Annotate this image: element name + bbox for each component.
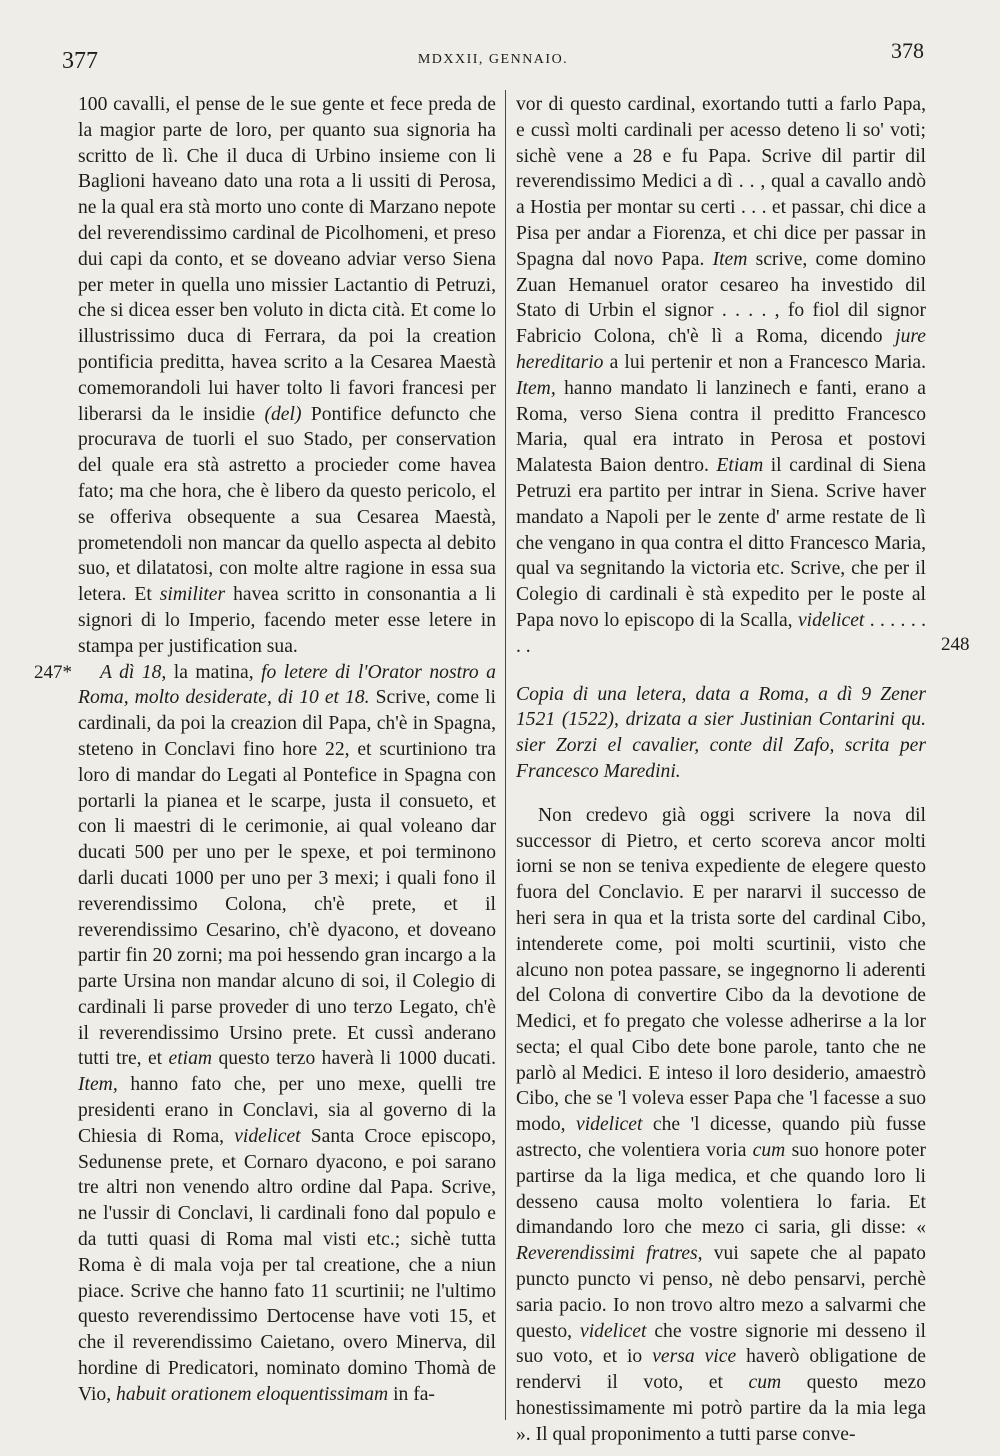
- text-run: haverò obligatione de rendervi il voto, et: [516, 1346, 926, 1394]
- letter-heading: Copia di una letera, data a Roma, a dì 9 Zener 1521 (1522), drizata a sier Justinian Contarini qu. sier Zorzi el cavalier, conte dil Zafo, scrita per Francesco Maredini.: [516, 683, 926, 782]
- text-run: suo honore poter partirse da la liga medica, et che quando loro li desseno causa molto volentiera lo faria. Et dimandando loro che mezo ci saria, gli disse: «: [516, 1140, 926, 1239]
- left-paragraph-2: [78, 660, 496, 1408]
- text-run: questo terzo haverà li 1000 ducati.: [218, 1048, 496, 1070]
- italic-run: fo letere di l'Orator nostro a Roma, molto desiderate, di 10 et 18.: [78, 661, 496, 709]
- text-run: 100 cavalli, el pense de le sue gente et fece preda de la magior parte de loro, per quanto sua signoria ha scritto de lì. Che il duca di Urbino insieme con li Baglioni haveano dato una rota a li ussiti di Perosa, ne la qual era stà morto uno conte di Marzano nepote del reverendissimo cardinal de Picolhomeni, et preso dui capi da conto, et se doveano adviar verso Siena per meter in quella uno missier Lactantio di Petruzi, che si dicea esser ben voluto in dicta cità. Et come lo illustrissimo duca di Ferrara, da poi la creation pontificia preditta, havea scrito a la Cesarea Maestà comemorandoli lui haver tolto li favori francesi per liberarsi da le insidie: [78, 94, 496, 425]
- text-run: a lui pertenir et non a Francesco Maria.: [609, 351, 926, 373]
- page-header: [62, 38, 924, 78]
- left-column: [78, 92, 496, 1408]
- text-run: che 'l dicesse, quando più fusse astrecto, che volentiera voria: [516, 1114, 926, 1162]
- italic-run: videlicet: [797, 609, 865, 631]
- right-column: [516, 92, 926, 1448]
- italic-run: etiam: [168, 1048, 213, 1070]
- text-run: il cardinal di Siena Petruzi era partito per intrar in Siena. Scrive haver mandato a Napoli per le zente d' arme restate de lì che vengano in qua contra el ditto Francesco Maria, qual va segnitando la victoria etc. Scrive, che per il Colegio di cardinali è stà expedito per le poste al Papa novo lo episcopo di la Scalla,: [516, 455, 926, 631]
- text-run: Scrive, come li cardinali, da poi la creazion dil Papa, ch'è in Spagna, steteno in Conclavi fino hore 22, et scurtiniono tra loro di mandar do Legati al Pontefice in Spagna con portarli la pianea et le scarpe, justa il consueto, et con li maestri di le cerimonie, ai qual voleano dar ducati 500 per uno per le spexe, et poi terminono darli ducati 1000 per uno per 3 mexi; i quali fono il reverendissimo Colona, ch'è prete, et il reverendissimo Cesarino, ch'è dyacono, et doveano partir fin 20 zorni; ma poi hessendo gran incargo a la parte Ursina non mandar alcuno di soi, il Colegio di cardinali li parse proveder di uno terzo Legato, ch'è il reverendissimo Ursino prete. Et cussì anderano tutti tre, et: [78, 687, 496, 1070]
- column-divider: [505, 90, 506, 1420]
- text-run: Pontifice defuncto che procurava de tuorli el suo Stado, per conservation del quale era stà astretto a procieder come havea fato; ma che hora, che è libero da questo pericolo, el se offeriva obsequente a sua Cesarea Maestà, prometendoli non mancar da quello aspecta al debito suo, et dilatatosi, con molte altre ragione in essa sua letera. Et: [78, 403, 497, 606]
- text-run: vor di questo cardinal, exortando tutti a farlo Papa, e cussì molti cardinali per acesso deteno li so' voti; sichè vene a 28 e fu Papa. Scrive dil partir dil reverendissimo Medici a dì . . , qual a cavallo andò a Hostia per montar su certi . . . et passar, chi dice a Pisa per andar a Fiorenza, et chi dice per passar in Spagna dal novo Papa.: [516, 94, 926, 270]
- italic-run: (del): [264, 403, 302, 425]
- italic-run: cum: [752, 1140, 786, 1162]
- right-paragraph-1: [516, 92, 926, 660]
- text-run: in fa-: [393, 1383, 435, 1405]
- italic-run: cum: [748, 1372, 782, 1394]
- italic-run: videlicet: [576, 1114, 643, 1136]
- italic-run: jure hereditario: [516, 326, 926, 373]
- text-run: hanno fato che, per uno mexe, quelli tre presidenti erano in Conclavi, sia al governo di la Chiesia di Roma,: [78, 1074, 496, 1147]
- margin-note-right: 248: [941, 634, 970, 655]
- margin-note-left: 247*: [34, 662, 72, 683]
- right-paragraph-2: [516, 803, 926, 1448]
- text-run: hanno mandato li lanzinech e fanti, erano a Roma, verso Siena contra il preditto Francesco Maria, qual era intrato in Perosa et postovi Malatesta Baion dentro.: [516, 377, 926, 477]
- italic-run: Etiam: [716, 455, 764, 477]
- text-run: . . . . . . . .: [516, 609, 927, 657]
- italic-run: Item,: [516, 377, 556, 399]
- text-run: Non credevo già oggi scrivere la nova dil successor di Pietro, et certo scoreva ancor molti iorni se non se teniva expediente de elegere questo fuora del Conclavio. E per nararvi il successo de heri sera in qua et la trista sorte del cardinal Cibo, intenderete come, poi molti scurtinii, visto che alcuno non potea passare, se ingegnorno li aderenti del Colona di convertire Cibo da la devotione de Medici, et fo pregato che volesse adherirse a la lor secta; el qual Cibo dete bone parole, tanto che ne parlò al Medici. E inteso il loro desiderio, amaestrò Cibo, che se 'l voleva esser Papa che 'l facesse a suo modo,: [516, 804, 926, 1136]
- italic-run: similiter: [159, 584, 226, 606]
- running-title: MDXXII, GENNAIO.: [417, 52, 569, 67]
- text-run: questo mezo honestissimamente mi potrò partire da la mia lega ». Il qual proponimento a tutti parse conve-: [516, 1372, 926, 1445]
- italic-run: videlicet: [580, 1320, 647, 1342]
- left-paragraph-1: [78, 92, 496, 660]
- italic-run: videlicet: [234, 1125, 301, 1147]
- text-run: vui sapete che al papato puncto puncto vi penso, nè debo pensarvi, perchè saria pacio. Io non trovo altro mezo a salvarmi che questo,: [516, 1243, 926, 1342]
- text-run: scrive, come domino Zuan Hemanuel orator cesareo ha investido dil Stato di Urbin el signor . . . . , fo fiol dil signor Fabricio Colona, ch'è lì a Roma, dicendo: [516, 248, 926, 348]
- italic-run: Item,: [78, 1074, 118, 1096]
- page-number-left: 377: [62, 48, 98, 74]
- page-number-right: 378: [891, 38, 924, 63]
- text-run: la matina,: [173, 661, 254, 683]
- text-run: che vostre signorie mi desseno il suo voto, et io: [516, 1320, 926, 1368]
- text-run: havea scritto in consonantia a li signori di lo Imperio, facendo meter esse letere in stampa per justification sua.: [78, 584, 497, 657]
- italic-run: versa vice: [652, 1346, 737, 1368]
- italic-run: habuit orationem eloquentissimam: [116, 1383, 389, 1405]
- text-run: Santa Croce episcopo, Sedunense prete, et Cornaro dyacono, e poi sarano tre altri non venendo altro ordine dal Papa. Scrive, ne l'ussir di Conclavi, li cardinali fono dal populo e da tutti quasi di Roma mal visti etc.; sichè tutta Roma è di mala voja per tal creatione, che a niun piace. Scrive che hanno fato 11 scurtinii; ne l'ultimo questo reverendissimo Dertocense have voti 15, et che il reverendissimo Caietano, overo Minerva, dil hordine di Predicatori, nominato domino Thomà de Vio,: [78, 1125, 496, 1405]
- italic-run: Reverendissimi fratres,: [516, 1243, 703, 1265]
- italic-run: Item: [712, 248, 748, 270]
- italic-run: A dì 18,: [100, 661, 167, 683]
